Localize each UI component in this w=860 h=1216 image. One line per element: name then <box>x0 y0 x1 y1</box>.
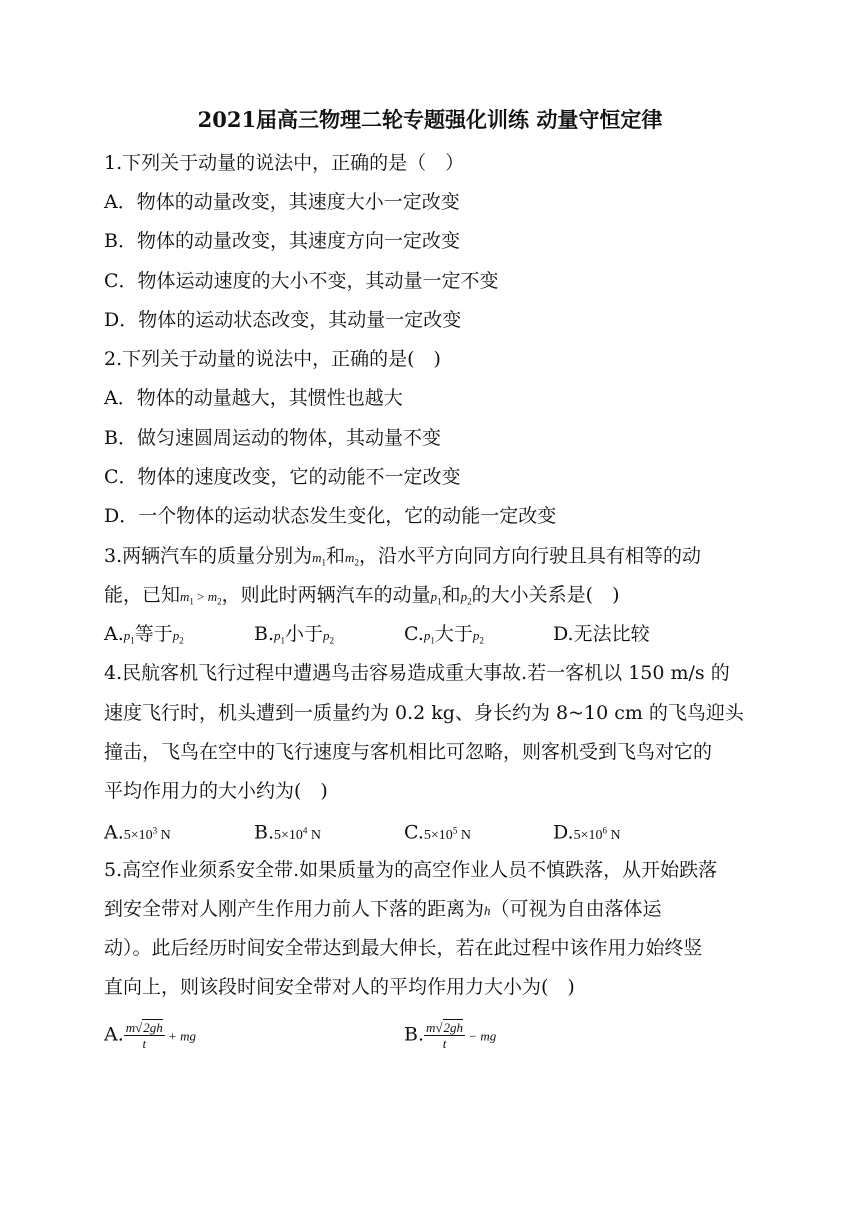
q4-line-3: 撞击，飞鸟在空中的飞行速度与客机相比可忽略，则客机受到飞鸟对它的 <box>104 741 713 763</box>
q5-options <box>104 1020 764 1060</box>
q2-stem: 2.下列关于动量的说法中，正确的是( ) <box>104 348 441 370</box>
q4-line-4: 平均作用力的大小约为( ) <box>104 780 328 802</box>
q3-option-b: $B.p_1$小于$p_2$ <box>254 623 335 646</box>
q2-option-d: D．一个物体的运动状态发生变化，它的动能一定改变 <box>104 505 557 527</box>
q5-line-3: 动）。此后经历时间安全带达到最大伸长，若在此过程中该作用力始终竖 <box>104 937 703 959</box>
q4-option-b: $B.5\times 10^4$ N <box>254 821 322 844</box>
q5-line-4: 直向上，则该段时间安全带对人的平均作用力大小为( ) <box>104 976 575 998</box>
q5-line-1: 5.高空作业须系安全带.如果质量为的高空作业人员不慎跌落，从开始跌落 <box>104 859 718 881</box>
q1-stem: 1.下列关于动量的说法中，正确的是（ ） <box>104 152 465 174</box>
q5-line-2: 到安全带对人刚产生作用力前人下落的距离为h（可视为自由落体运 <box>104 898 662 920</box>
q2-option-b: B．做匀速圆周运动的物体，其动量不变 <box>104 427 441 449</box>
q4-option-d: $D.5\times 10^6$ N <box>553 821 621 844</box>
q1-option-d: D．物体的运动状态改变，其动量一定改变 <box>104 309 462 331</box>
page-title: 2021届高三物理二轮专题强化训练 动量守恒定律 <box>197 107 663 132</box>
q4-line-1: 4.民航客机飞行过程中遭遇鸟击容易造成重大事故.若一客机以 150 m/s 的 <box>104 662 730 684</box>
q5-option-b-fraction: $\frac{m√2gh}{t}$ <box>426 1020 464 1051</box>
q1-option-a: A．物体的动量改变，其速度大小一定改变 <box>104 191 460 213</box>
q4-line-2: 速度飞行时，机头遭到一质量约为 0.2 kg、身长约为 8~10 cm 的飞鸟迎头 <box>104 702 744 724</box>
math-m1: $m_1$ <box>312 550 327 568</box>
q5-option-a-fraction: $\frac{m√2gh}{t}$ <box>125 1020 163 1051</box>
math-m2: $m_2$ <box>345 550 359 568</box>
q1-option-b: B．物体的动量改变，其速度方向一定改变 <box>104 230 460 252</box>
q2-option-a: A．物体的动量越大，其惯性也越大 <box>104 387 403 409</box>
q4-option-c: $C.5\times 10^5$ N <box>404 821 471 844</box>
q5-option-b: B. $\frac{m√2gh}{t}$ − mg <box>404 1020 497 1051</box>
math-h: h <box>484 903 491 918</box>
math-m1-gt-m2: $m_1 > m_2$ <box>180 589 222 607</box>
q1-option-c: C．物体运动速度的大小不变，其动量一定不变 <box>104 270 499 292</box>
q4-option-a: $A.5\times 10^3$ N <box>104 821 171 844</box>
q3-line-2: 能，已知$m_1 > m_2$，则此时两辆汽车的动量$p_1$和$p_2$的大小关系是( ) <box>104 584 620 607</box>
math-p2: $p_2$ <box>460 589 472 607</box>
q3-line-1: 3.两辆汽车的质量分别为$m_1$和$m_2$，沿水平方向同方向行驶且具有相等的动 <box>104 545 701 568</box>
q3-option-d: D.无法比较 <box>553 623 650 645</box>
q2-option-c: C．物体的速度改变，它的动能不一定改变 <box>104 466 461 488</box>
q5-option-a: A. $\frac{m√2gh}{t}$ + mg <box>104 1020 196 1051</box>
math-p1: $p_1$ <box>430 589 442 607</box>
q3-option-a: $A.p_1$等于$p_2$ <box>104 623 184 646</box>
q3-option-c: $C.p_1$大于$p_2$ <box>404 623 484 646</box>
